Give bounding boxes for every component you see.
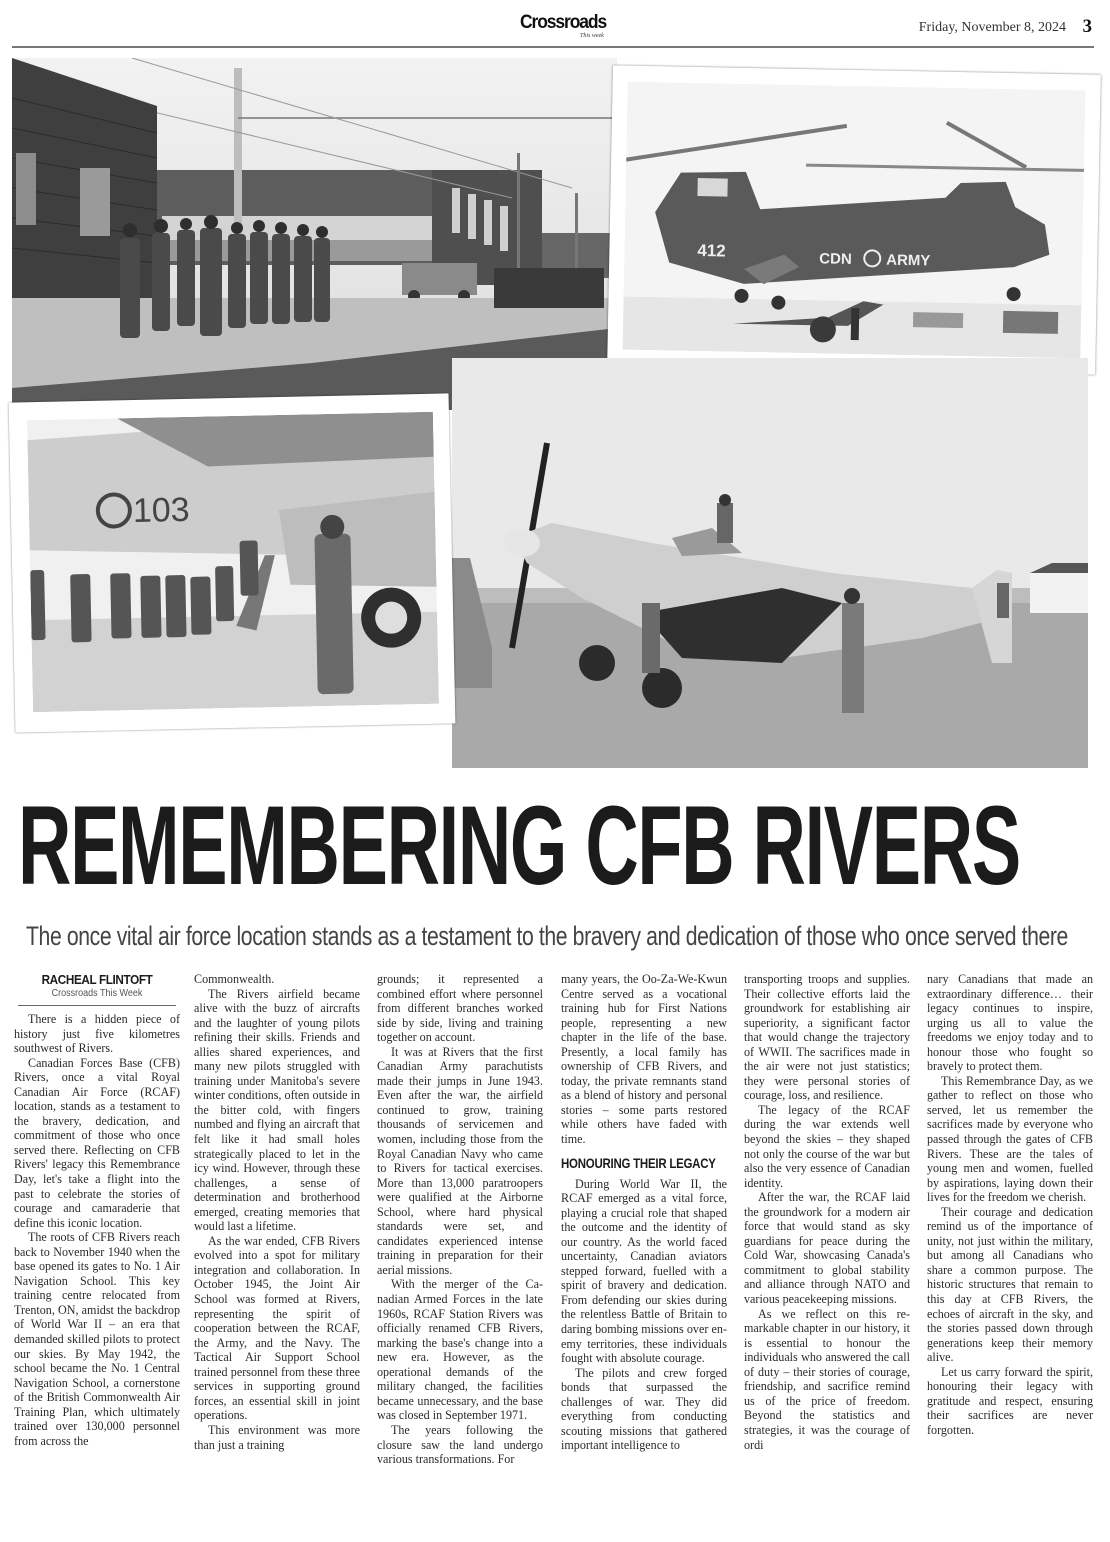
masthead xyxy=(12,0,1094,48)
paragraph: With the merger of the Canadian Armed Forces in the late 1960s, RCAF Station Rivers was officially renamed CFB Rivers, marking the base's change into a new era. However, as the operational demands of the military changed, the facilities became unnecessary, and the base was closed in September 1971. xyxy=(377,1277,543,1423)
byline-divider xyxy=(18,1005,176,1006)
paragraph: After the war, the RCAF laid the groundwork for a modern air force that would stand as sky guardians for peace during the Cold War, showcasing Canada's commitment to global stability and alliance through NATO and various peacekeeping missions. xyxy=(744,1190,910,1307)
byline xyxy=(14,972,180,1000)
byline-outlet: Crossroads This Week xyxy=(51,988,143,999)
paragraph: nary Canadians that made an extraordinary difference… their legacy continues to inspire, urging us all to value the freedoms we enjoy today and to honour those who fought so bravely to protect them. xyxy=(927,972,1093,1074)
paragraph: Their courage and dedication remind us of the importance of unity, not just within the military, but among all Canadians who share a common purpose. The historic structures that remain to this day at CFB Rivers, the echoes of aircraft in the sky, and the stories passed down through generations keep their memory alive. xyxy=(927,1204,1093,1365)
paragraph: The years following the closure saw the land undergo various transformations. For xyxy=(377,1422,543,1467)
paragraph: The Rivers airfield became alive with the buzz of aircrafts and the laughter of young pilots refining their skills. Friends and allies shared experiences, and many new pilots struggled with training under Manitoba's severe winter conditions, often outside in the bitter cold, with fingers numbed and flying an aircraft that felt like it had small holes strategically placed to let in the icy wind. However, through these challenges, a sense of determination and brotherhood emerged, creating memories that would last a lifetime. xyxy=(194,986,360,1234)
helicopter-marking-army: ARMY xyxy=(886,251,931,270)
page-number: 3 xyxy=(1082,16,1092,37)
paragraph: Commonwealth. xyxy=(194,972,275,986)
aircraft-number: 103 xyxy=(132,490,191,531)
article-deck: The once vital air force location stands as a testament to the bravery and dedication of those who once served there xyxy=(26,921,1068,951)
article-column-6 xyxy=(927,972,1093,1438)
paragraph: The legacy of the RCAF during the war extends well beyond the skies – they shaped not only the course of the war but also the very essence of Canadian identity. xyxy=(744,1102,910,1190)
paragraph: The pilots and crew forged bonds that surpassed the challenges of war. They did everything from conducting scouting missions that gathered important intelligence to xyxy=(561,1365,727,1453)
article-column-2 xyxy=(194,972,360,1452)
publication-logo: Crossroads xyxy=(520,12,607,33)
section-subhead: HONOURING THEIR LEGACY xyxy=(561,1154,716,1171)
article-column-5 xyxy=(744,972,910,1452)
helicopter-tail-number: 412 xyxy=(697,241,726,261)
article-column-4 xyxy=(561,972,727,1453)
article-column-1 xyxy=(14,972,180,1448)
paragraph: As the war ended, CFB Rivers evolved into a spot for military integration and collaboration. In October 1945, the Joint Air School was formed at Rivers, representing the spirit of cooperation between the RCAF, the Army, and the Navy. The Tactical Air Support School trained personnel from these three services in supporting ground forces, an essential skill in joint operations. xyxy=(194,1233,360,1423)
article-column-3 xyxy=(377,972,543,1467)
paragraph: This environment was more than just a training xyxy=(194,1422,360,1452)
publication-logo-tagline: This week xyxy=(580,33,604,39)
paragraph: grounds; it represented a combined effort where personnel from different branches worked side by side, living and training together on account. xyxy=(377,972,543,1045)
byline-author: RACHEAL FLINTOFT xyxy=(41,972,153,987)
article-headline: REMEMBERING CFB RIVERS xyxy=(18,783,1020,908)
paragraph: During World War II, the RCAF emerged as a vital force, playing a crucial role that shaped the outcome and the identity of our country. As the world faced uncertainty, Canadian aviators stepped forward, fuelled with a spirit of bravery and dedication. From defending our skies during the relentless Battle of Britain to daring bombing missions over enemy territories, these individuals fought with absolute courage. xyxy=(561,1176,727,1366)
paragraph: It was at Rivers that the first Canadian Army parachutists made their jumps in June 1943. Even after the war, the airfield continued to grow, training thousands of servicemen and women, including those from the Royal Canadian Navy who came to Rivers for tactical exercises. More than 13,000 paratroopers were qualified at the Airborne School, where hard physical standards were set, and candidates experienced intense training in preparation for their aerial missions. xyxy=(377,1044,543,1277)
photo-mustang-fighter xyxy=(452,358,1088,768)
photo-paratroopers-boarding xyxy=(9,393,456,732)
paragraph: many years, the Oo-Za-We-Kwun Centre served as a vocational training hub for First Nations people, representing a new chapter in the life of the base. Presently, a local family has ownership of CFB Rivers, and today, the private remnants stand as a blend of history and personal stories – some parts restored while others have faded with time. xyxy=(561,972,727,1147)
helicopter-marking-cdn: CDN xyxy=(819,250,852,268)
paragraph: This Remembrance Day, as we gather to reflect on those who served, let us remember the sacrifices made by everyone who passed through the gates of CFB Rivers. These are the tales of young men and women, fuelled by aspirations, laying down their lives for the freedom we cherish. xyxy=(927,1073,1093,1205)
paragraph: There is a hidden piece of history just five kilometres southwest of Rivers. xyxy=(14,1012,180,1056)
paragraph: Let us carry forward the spirit, honouring their legacy with gratitude and respect, ensuring their sacrifices are never forgotten. xyxy=(927,1364,1093,1437)
issue-date: Friday, November 8, 2024 xyxy=(918,20,1066,35)
paragraph: The roots of CFB Rivers reach back to November 1940 when the base opened its gates to No. 1 Air Navigation School. This key training centre relocated from Trenton, ON, amidst the backdrop of World War II – an era that demanded skilled pilots to protect our skies. By May 1942, the school became the No. 1 Central Navigation School, a cornerstone of the British Commonwealth Air Training Plan, which ultimately trained over 130,000 personnel from across the xyxy=(14,1230,180,1448)
paragraph: As we reflect on this remarkable chapter in our history, it is essential to honour the individuals who answered the call of duty – their stories of courage, friendship, and sacrifice remind us of the price of freedom. Beyond the statistics and strategies, it was the courage of ordi xyxy=(744,1306,910,1452)
paragraph: transporting troops and supplies. Their collective efforts laid the groundwork for establishing air superiority, a significant factor that would change the trajectory of WWII. The sacrifices made in the air were not just statistics; they were personal stories of courage, loss, and resilience. xyxy=(744,972,910,1103)
photo-cdn-army-helicopter xyxy=(607,65,1101,374)
paragraph: Canadian Forces Base (CFB) Rivers, once a vital Royal Canadian Air Force (RCAF) location, stands as a testament to the bravery, dedication, and commitment of those who once served there. Reflecting on CFB Rivers' legacy this Remembrance Day, let's take a flight into the past to celebrate the stories of courage and camaraderie that define this iconic location. xyxy=(14,1055,180,1230)
